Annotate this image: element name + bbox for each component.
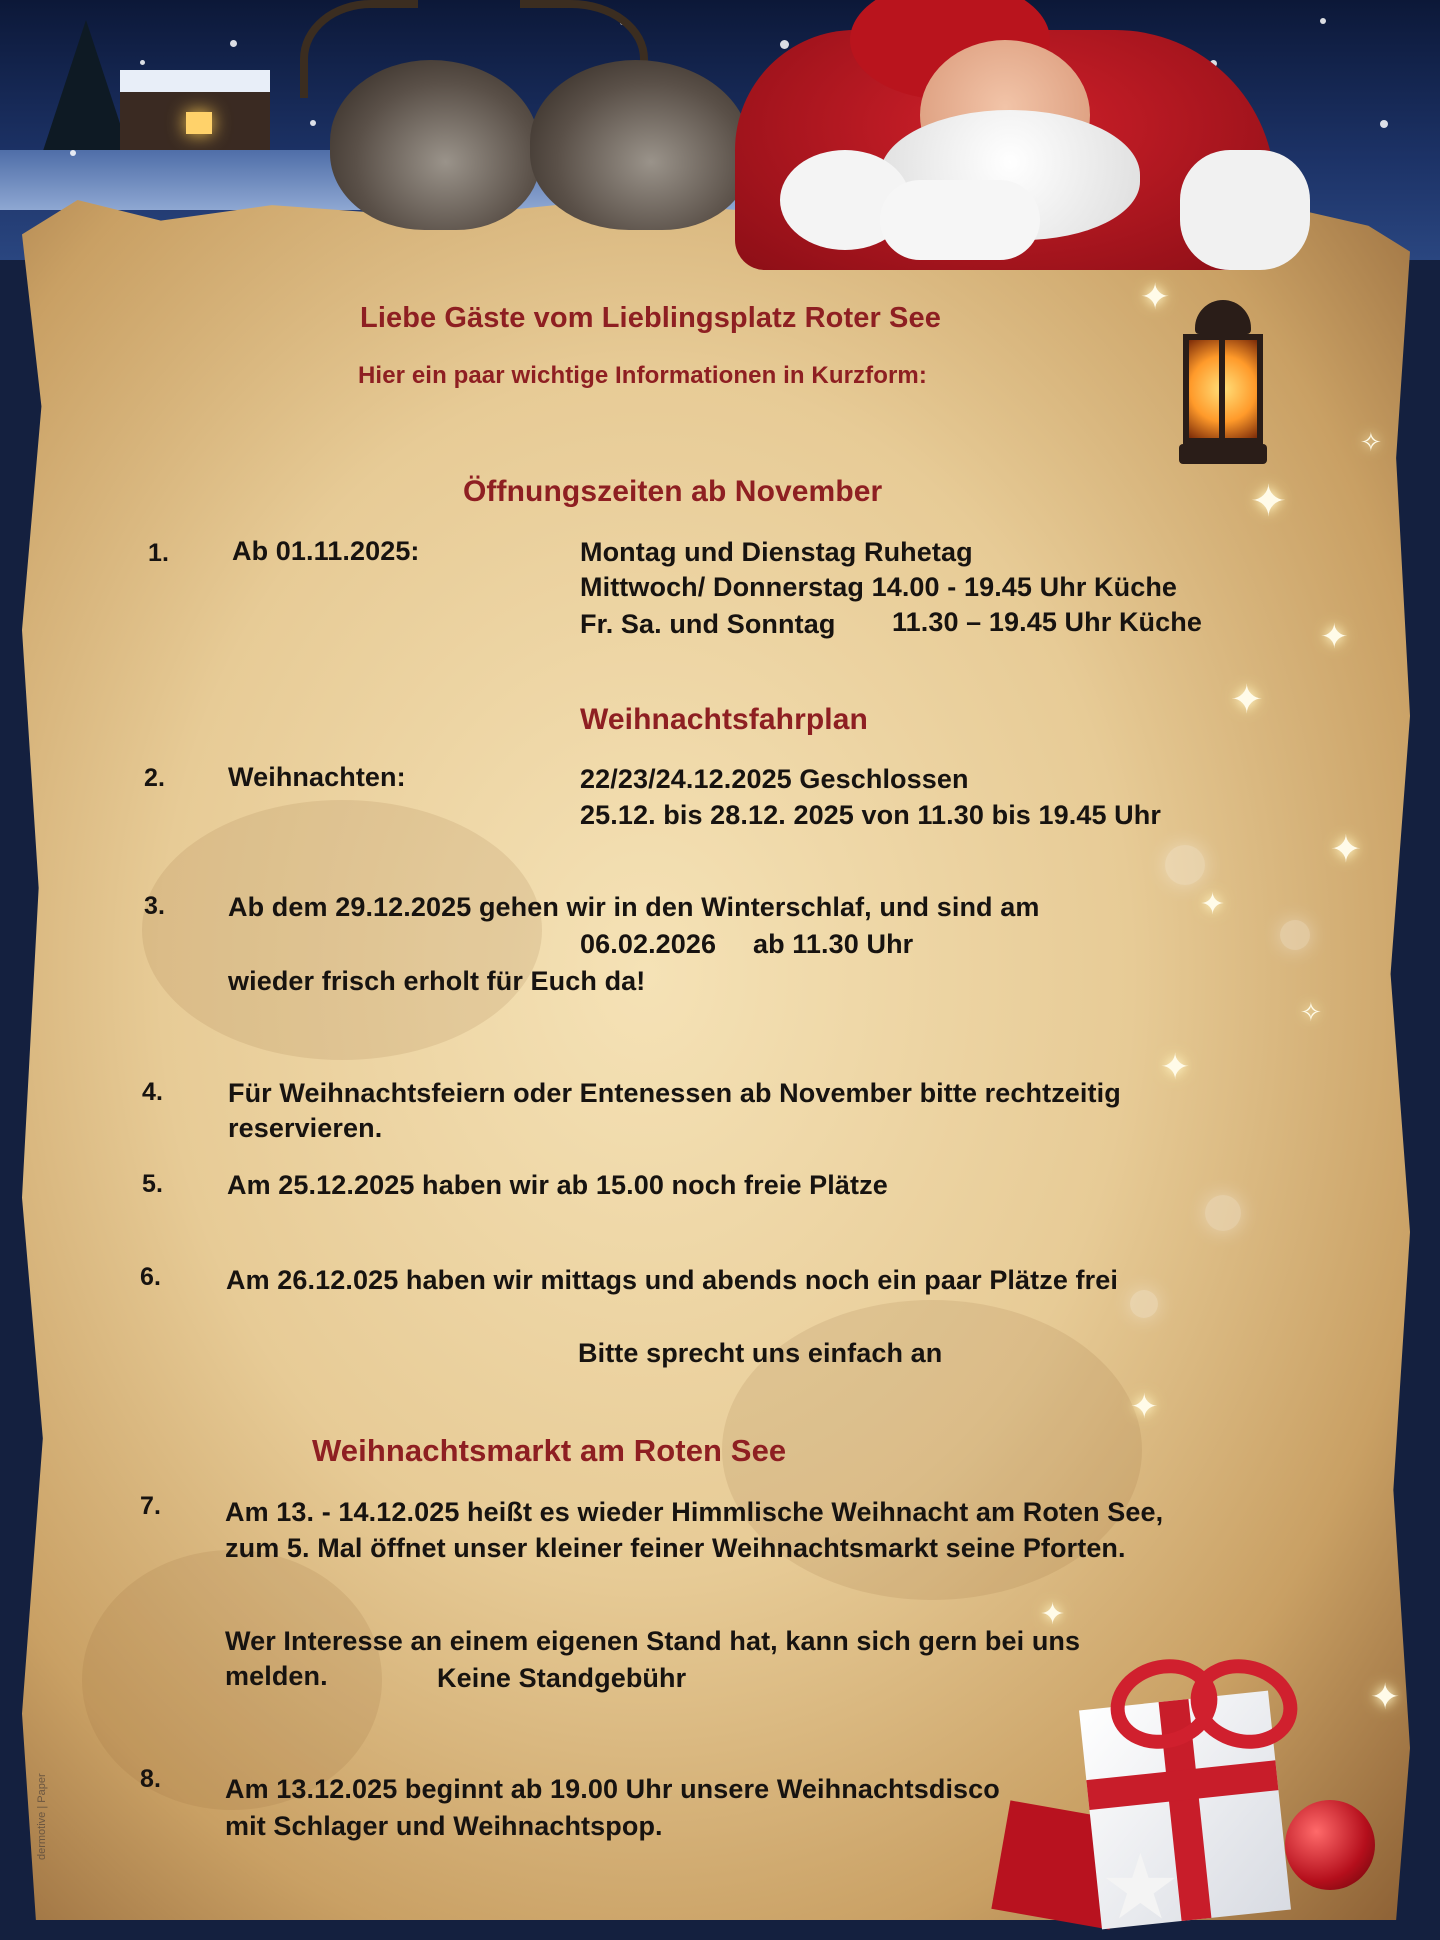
item-line: 22/23/24.12.2025 Geschlossen	[580, 764, 969, 794]
item-line: Mittwoch/ Donnerstag 14.00 - 19.45 Uhr Küche	[580, 572, 1178, 602]
item-line: ab 11.30 Uhr	[753, 929, 914, 959]
bokeh-light	[1130, 1290, 1158, 1318]
item-line: Wer Interesse an einem eigenen Stand hat, kann sich gern bei uns	[225, 1626, 1081, 1656]
item-number: 8.	[140, 1765, 162, 1793]
santa-glove-left	[880, 180, 1040, 260]
snowflake	[310, 120, 316, 126]
item-line: Ab dem 29.12.2025 gehen wir in den Winterschlaf, und sind am	[228, 892, 1040, 922]
item-line: wieder frisch erholt für Euch da!	[228, 966, 646, 996]
snowflake	[1320, 18, 1326, 24]
lantern-base	[1179, 444, 1267, 464]
item-line: Montag und Dienstag Ruhetag	[580, 537, 973, 567]
snowflake	[140, 60, 145, 65]
lantern-icon	[1175, 300, 1271, 470]
bokeh-light	[1205, 1195, 1241, 1231]
sparkle-icon: ✦	[1320, 617, 1349, 657]
greeting-heading: Liebe Gäste vom Lieblingsplatz Roter See	[360, 302, 941, 334]
sparkle-icon: ✧	[1360, 428, 1382, 458]
sparkle-icon: ✦	[1140, 277, 1171, 318]
item-line: 11.30 – 19.45 Uhr Küche	[892, 607, 1202, 637]
sparkle-icon: ✦	[1370, 1677, 1401, 1718]
item-label: Ab 01.11.2025:	[232, 536, 420, 566]
snowflake	[780, 40, 789, 49]
intro-line: Hier ein paar wichtige Informationen in Kurzform:	[358, 362, 927, 389]
sparkle-icon: ✦	[1130, 1387, 1159, 1427]
christmas-market-heading: Weihnachtsmarkt am Roten See	[312, 1433, 787, 1468]
fir-tree-image	[40, 20, 132, 160]
snowflake	[70, 150, 76, 156]
sparkle-icon: ✦	[1250, 476, 1287, 527]
item-line: reservieren.	[228, 1113, 383, 1143]
item-number: 5.	[142, 1170, 164, 1198]
contact-note: Bitte sprecht uns einfach an	[578, 1338, 943, 1368]
opening-hours-heading: Öffnungszeiten ab November	[463, 475, 883, 508]
sparkle-icon: ✦	[1160, 1047, 1191, 1088]
item-number: 1.	[148, 539, 170, 567]
item-number: 4.	[142, 1078, 164, 1106]
item-line: Am 25.12.2025 haben wir ab 15.00 noch freie Plätze	[227, 1170, 888, 1200]
parchment-stain	[142, 800, 542, 1060]
item-line: Keine Standgebühr	[437, 1663, 687, 1693]
sparkle-icon: ✧	[1300, 998, 1322, 1028]
sparkle-icon: ✦	[1230, 677, 1264, 723]
item-label: Weihnachten:	[228, 762, 406, 792]
lantern-cap	[1195, 300, 1251, 334]
bokeh-light	[1165, 845, 1205, 885]
item-line: Am 26.12.025 haben wir mittags und abends noch ein paar Plätze frei	[226, 1265, 1118, 1295]
item-line: Am 13.12.025 beginnt ab 19.00 Uhr unsere Weihnachtsdisco	[225, 1774, 1000, 1804]
star-ornament-icon: ★	[1100, 1838, 1181, 1938]
item-line: 25.12. bis 28.12. 2025 von 11.30 bis 19.45 Uhr	[580, 800, 1161, 830]
item-line: Am 13. - 14.12.025 heißt es wieder Himmlische Weihnacht am Roten See,	[225, 1497, 1164, 1527]
reindeer-head-left	[330, 60, 540, 230]
house-window	[186, 112, 212, 134]
reindeer-head-right	[530, 60, 750, 230]
item-line: mit Schlager und Weihnachtspop.	[225, 1811, 663, 1841]
snowy-house-image	[120, 70, 270, 162]
paper-watermark: dermotive | Paper	[36, 1773, 48, 1860]
christmas-ornament	[1285, 1800, 1375, 1890]
item-line: Für Weihnachtsfeiern oder Entenessen ab November bitte rechtzeitig	[228, 1078, 1121, 1108]
item-number: 7.	[140, 1492, 162, 1520]
item-line: 06.02.2026	[580, 929, 717, 959]
lantern-bar	[1219, 340, 1225, 440]
sparkle-icon: ✦	[1330, 827, 1362, 871]
sparkle-icon: ✦	[1040, 1597, 1066, 1632]
item-line: zum 5. Mal öffnet unser kleiner feiner Weihnachtsmarkt seine Pforten.	[225, 1533, 1126, 1563]
snowflake	[1380, 120, 1388, 128]
christmas-schedule-heading: Weihnachtsfahrplan	[580, 703, 868, 736]
item-number: 2.	[144, 764, 166, 792]
sparkle-icon: ✦	[1200, 887, 1226, 922]
gift-bow	[1110, 1660, 1280, 1740]
santa-glove-right	[1180, 150, 1310, 270]
bokeh-light	[1280, 920, 1310, 950]
snowflake	[230, 40, 237, 47]
item-line: Fr. Sa. und Sonntag	[580, 609, 836, 639]
item-line: melden.	[225, 1661, 328, 1691]
item-number: 6.	[140, 1263, 162, 1291]
item-number: 3.	[144, 892, 166, 920]
